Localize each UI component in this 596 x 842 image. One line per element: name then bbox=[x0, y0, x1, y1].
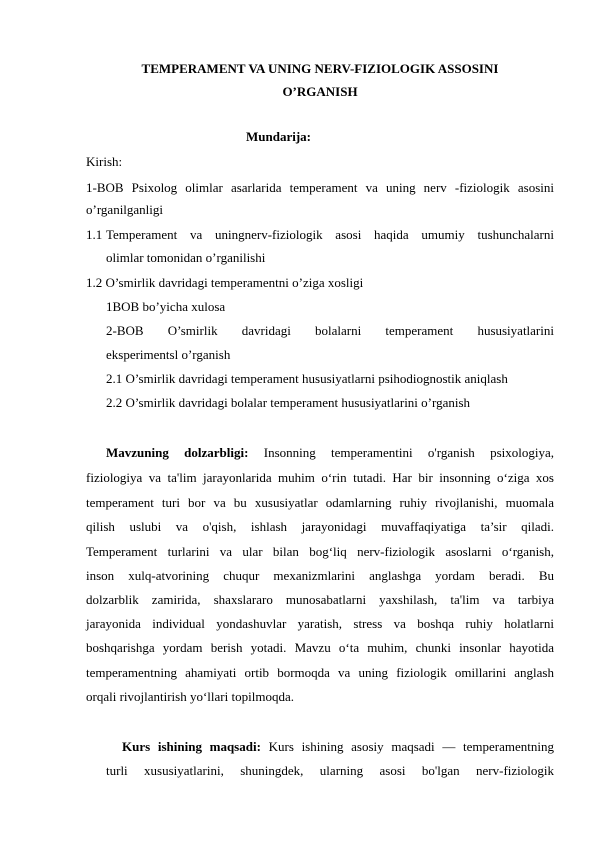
toc-item-2-2: 2.2 O’smirlik davridagi bolalar temperament hususiyatlarini o’rganish bbox=[106, 395, 471, 410]
relevance-line-9: boshqarishga yordam berish yotadi. Mavzu o‘ta muhim, chunki insonlar hayotida bbox=[86, 640, 554, 655]
toc-heading: Mundarija: bbox=[246, 129, 311, 144]
relevance-line-7: dolzarblik zamirida, shaxslararo munosabatlarni yaxshilash, ta'lim va tarbiya bbox=[86, 592, 554, 607]
goal-line-1 bbox=[122, 737, 554, 756]
relevance-line-2: fiziologiya va ta'lim jarayonlarida muhim o‘rin tutadi. Har bir insonning o‘ziga xos bbox=[86, 470, 554, 485]
document-title-line-2: O’RGANISH bbox=[282, 84, 358, 99]
toc-item-chapter1-line2: o’rganilganligi bbox=[86, 202, 164, 217]
toc-item-2-1: 2.1 O’smirlik davridagi temperament hususiyatlarni psihodiognostik aniqlash bbox=[106, 371, 508, 386]
relevance-line-8: jarayonida individual yondashuvlar yaratish, stress va boshqa ruhiy holatlarni bbox=[86, 616, 554, 631]
toc-item-chapter2-line1: 2-BOB O’smirlik davridagi bolalarni temperament hususiyatlarini bbox=[106, 323, 554, 338]
toc-item-chapter1-line1: 1-BOB Psixolog olimlar asarlarida temperament va uning nerv -fiziologik asosini bbox=[86, 180, 554, 195]
goal-line-2: turli xususiyatlarini, shuningdek, ularning asosi bo'lgan nerv-fiziologik bbox=[106, 763, 554, 778]
document-title-line-1: TEMPERAMENT VA UNING NERV-FIZIOLOGIK ASSOSINI bbox=[141, 61, 499, 76]
relevance-line-10: temperamentning ahamiyati ortib bormoqda va uning fiziologik omillarini anglash bbox=[86, 665, 554, 680]
relevance-line-4: qilish uslubi va o'qish, ishlash jarayonidagi muvaffaqiyatiga ta’sir qiladi. bbox=[86, 519, 554, 534]
relevance-line-11: orqali rivojlantirish yo‘llari topilmoqda. bbox=[86, 689, 294, 704]
toc-item-1-2: 1.2 O’smirlik davridagi temperamentni o’ziga xosligi bbox=[86, 275, 364, 290]
toc-item-intro: Kirish: bbox=[86, 154, 123, 169]
toc-item-chapter2-line2: eksperimentsl o’rganish bbox=[106, 347, 231, 362]
relevance-line-1 bbox=[106, 443, 554, 462]
toc-item-chapter1-conclusion: 1BOB bo’yicha xulosa bbox=[106, 299, 226, 314]
toc-item-1-1-number: 1.1 bbox=[86, 227, 103, 242]
relevance-label: Mavzuning dolzarbligi: bbox=[106, 445, 249, 460]
toc-item-1-1-line1: Temperament va uningnerv-fiziologik asosi haqida umumiy tushunchalarni bbox=[106, 227, 554, 242]
goal-line-1-text: Kurs ishining asosiy maqsadi — temperamentning bbox=[268, 739, 554, 754]
relevance-line-3: temperament turi bor va bu xususiyatlar odamlarning ruhiy rivojlanishi, muomala bbox=[86, 495, 554, 510]
relevance-line-5: Temperament turlarini va ular bilan bog‘liq nerv-fiziologik asoslarni o‘rganish, bbox=[86, 544, 554, 559]
relevance-line-1-text: Insonning temperamentini o'rganish psixologiya, bbox=[263, 445, 555, 460]
goal-label: Kurs ishining maqsadi: bbox=[122, 739, 261, 754]
relevance-line-6: inson xulq-atvorining chuqur mexanizmlarini anglashga yordam beradi. Bu bbox=[86, 568, 554, 583]
toc-item-1-1-line2: olimlar tomonidan o’rganilishi bbox=[106, 250, 266, 265]
